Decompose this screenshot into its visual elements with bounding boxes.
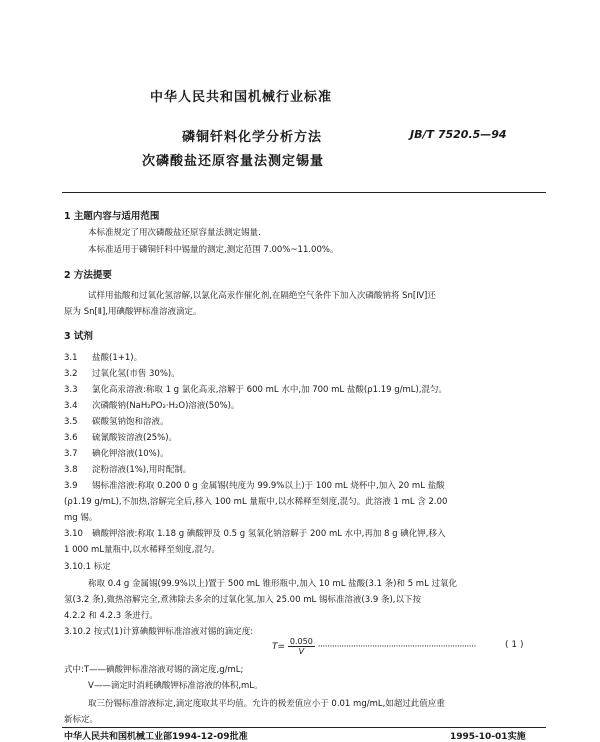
item-3-9-line1: 3.9 锡标准溶液:称取 0.200 0 g 金属锡(纯度为 99.9%以上)于 100 mL 烧杯中,加入 20 mL 盐酸 xyxy=(64,481,445,491)
item-3-10-1-heading: 3.10.1 标定 xyxy=(64,562,111,572)
item-3-10-2-heading: 3.10.2 按式(1)计算碘酸钾标准溶液对锡的滴定度: xyxy=(64,627,254,637)
section2-line1: 试样用盐酸和过氧化氢溶解,以氯化高汞作催化剂,在隔绝空气条件下加入次磷酸钠将 Sn[Ⅳ]还 xyxy=(88,291,436,301)
item-3-10-1-line1: 称取 0.4 g 金属锡(99.9%以上)置于 500 mL 锥形瓶中,加入 10 mL 盐酸(3.1 条)和 5 mL 过氧化 xyxy=(88,579,458,589)
issuer-title: 中华人民共和国机械行业标准 xyxy=(150,90,333,105)
item-3-10-1-line2: 氢(3.2 条),微热溶解完全,煮沸除去多余的过氧化氢,加入 25.00 mL 锡标准溶液(3.9 条),以下按 xyxy=(64,595,421,605)
formula-denominator: V xyxy=(298,647,305,656)
section1-para1: 本标准规定了用次磷酸盐还原容量法测定锡量. xyxy=(88,228,261,238)
where-line1: 式中:T——碘酸钾标准溶液对锡的滴定度,g/mL; xyxy=(64,665,244,675)
list-item: 3.6 硫氰酸铵溶液(25%)。 xyxy=(64,433,178,443)
item-3-9-line3: mg 锡。 xyxy=(64,513,98,523)
section2-line2: 原为 Sn[Ⅱ],用碘酸钾标准溶液滴定。 xyxy=(64,307,202,317)
document-title-line1: 磷铜钎料化学分析方法 xyxy=(182,130,323,145)
section1-para2: 本标准适用于磷铜钎料中锡量的测定,测定范围 7.00%~11.00%。 xyxy=(88,245,339,255)
list-item: 3.8 淀粉溶液(1%),用时配制。 xyxy=(64,465,192,475)
list-item: 3.3 氯化高汞溶液:称取 1 g 氯化高汞,溶解于 600 mL 水中,加 700 mL 盐酸(ρ1.19 g/mL),混匀。 xyxy=(64,385,448,395)
section3-heading: 3 试剂 xyxy=(64,331,93,342)
formula-leader-dots: ··································································· xyxy=(317,642,476,652)
item-3-9-line2: (ρ1.19 g/mL),不加热,溶解完全后,移入 100 mL 量瓶中,以水稀释至刻度,混匀。此溶液 1 mL 含 2.00 xyxy=(64,497,448,507)
formula-numerator: 0.050 xyxy=(289,637,313,646)
list-item: 3.5 碳酸氢钠饱和溶液。 xyxy=(64,417,169,427)
list-item: 3.1 盐酸(1+1)。 xyxy=(64,353,143,363)
effective-date: 1995-10-01实施 xyxy=(450,732,526,742)
formula-fraction xyxy=(288,637,315,656)
item-3-10-1-line3: 4.2.2 和 4.2.3 条进行。 xyxy=(64,611,158,621)
section2-heading: 2 方法提要 xyxy=(64,270,112,281)
formula-number: ( 1 ) xyxy=(505,640,524,650)
item-3-10-line2: 1 000 mL量瓶中,以水稀释至刻度,混匀。 xyxy=(64,545,220,555)
formula-1 xyxy=(272,637,476,656)
formula-lhs: T= xyxy=(272,642,286,652)
document-title-line2: 次磷酸盐还原容量法测定锡量 xyxy=(142,154,325,169)
header-divider xyxy=(62,192,546,193)
list-item: 3.7 碘化钾溶液(10%)。 xyxy=(64,449,169,459)
list-item: 3.4 次磷酸钠(NaH₂PO₂·H₂O)溶液(50%)。 xyxy=(64,401,240,411)
closing-line1: 取三份锡标准溶液标定,滴定度取其平均值。允许的极差值应小于 0.01 mg/mL,如超过此值应重 xyxy=(88,699,445,709)
approval-note: 中华人民共和国机械工业部1994-12-09批准 xyxy=(64,732,248,742)
standard-code: JB/T 7520.5—94 xyxy=(410,128,507,141)
list-item: 3.2 过氧化氢(市售 30%)。 xyxy=(64,369,180,379)
footer-divider xyxy=(62,727,546,728)
item-3-10-line1: 3.10 碘酸钾溶液:称取 1.18 g 碘酸钾及 0.5 g 氢氧化钠溶解于 200 mL 水中,再加 8 g 碘化钾,移入 xyxy=(64,529,446,539)
closing-line2: 新标定。 xyxy=(64,715,99,725)
where-line2: V——滴定时消耗碘酸钾标准溶液的体积,mL。 xyxy=(88,681,263,691)
section1-heading: 1 主题内容与适用范围 xyxy=(64,211,160,222)
